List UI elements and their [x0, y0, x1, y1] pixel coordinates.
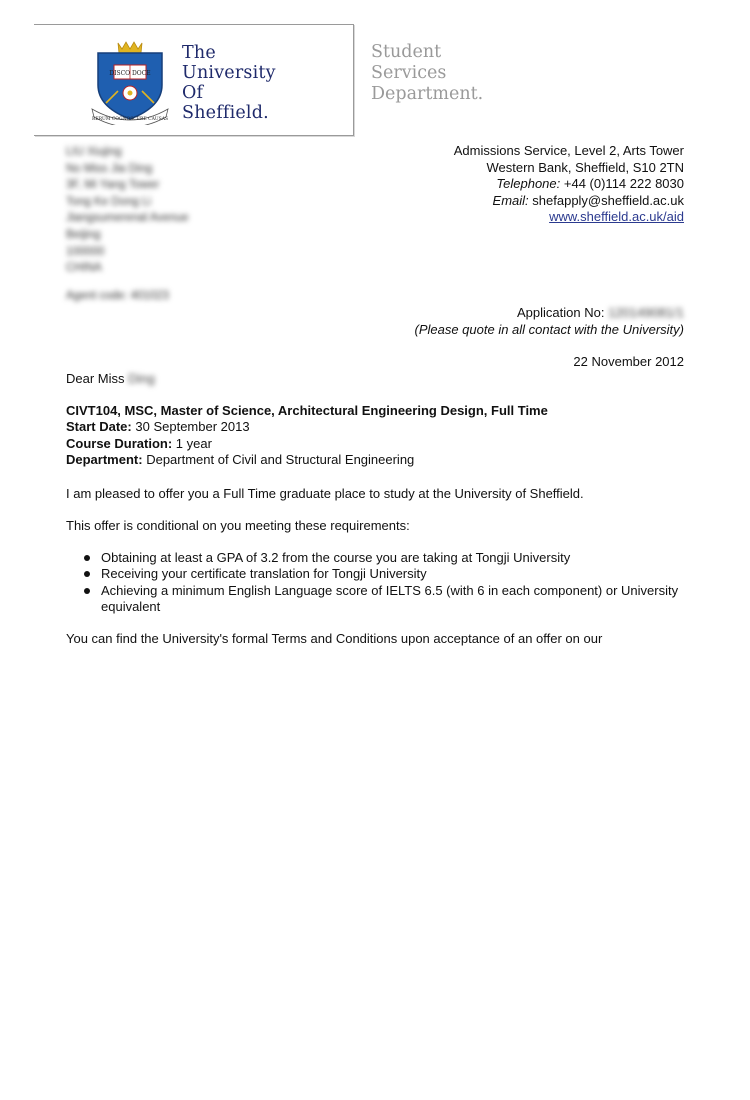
telephone-label: Telephone: [496, 176, 561, 192]
course-duration-value: 1 year [175, 435, 212, 451]
start-date-value: 30 September 2013 [135, 419, 250, 435]
requirement-item: Obtaining at least a GPA of 3.2 from the course you are taking at Tongji University [66, 550, 684, 566]
salutation-name: Ding [128, 371, 155, 386]
department-name-line: Student [371, 42, 442, 62]
department-label: Department: [66, 452, 143, 468]
recipient-address-line: CHINA [66, 262, 102, 275]
terms-paragraph: You can find the University's formal Terms and Conditions upon acceptance of an offer on our [66, 631, 603, 646]
letter-date: 22 November 2012 [573, 354, 684, 369]
requirement-item: Receiving your certificate translation for Tongji University [66, 566, 684, 582]
website-link[interactable]: www.sheffield.ac.uk/aid [549, 209, 684, 225]
sender-telephone [454, 176, 684, 193]
sender-address-line: Admissions Service, Level 2, Arts Tower [453, 143, 684, 158]
course-duration-label: Course Duration: [66, 435, 173, 451]
salutation [66, 371, 684, 387]
university-name-line: Sheffield. [182, 103, 269, 123]
recipient-address-line: Beijing [66, 228, 101, 241]
agent-code: Agent code: 401023 [66, 290, 169, 302]
salutation-prefix: Dear Miss [66, 371, 125, 386]
recipient-address-line: No Miss Jia Ding [66, 162, 153, 175]
application-number-label: Application No: [517, 305, 605, 320]
department-name-line: Department. [371, 84, 484, 104]
requirement-item: Achieving a minimum English Language score of IELTS 6.5 (with 6 in each component) or University equivalent [66, 583, 684, 616]
university-name [182, 43, 276, 123]
offer-paragraph: I am pleased to offer you a Full Time graduate place to study at the University of Sheffield. [66, 486, 584, 501]
department-name-line: Services [371, 63, 447, 83]
start-date-label: Start Date: [66, 419, 132, 435]
email-label: Email: [492, 192, 529, 208]
university-name-line: Of [182, 83, 204, 103]
application-number-note: (Please quote in all contact with the University) [414, 321, 684, 337]
university-name-line: University [182, 63, 276, 83]
sender-email [454, 193, 684, 210]
sender-address-line: Western Bank, Sheffield, S10 2TN [486, 159, 684, 175]
university-name-line: The [182, 43, 216, 63]
crest-motto: DISCO DOCE [109, 70, 151, 77]
course-details [66, 403, 684, 469]
sender-address [454, 143, 684, 226]
course-title: CIVT104, MSC, Master of Science, Architectural Engineering Design, Full Time [66, 403, 548, 418]
university-logo-block [34, 24, 354, 136]
university-crest-icon [88, 39, 172, 125]
requirements-list [66, 550, 684, 616]
email-value: shefapply@sheffield.ac.uk [532, 192, 684, 208]
recipient-address-line: 3F, Mi Yang Tower [66, 179, 160, 192]
recipient-address-line: LIU Xiujing [66, 146, 122, 158]
application-number-block [414, 305, 684, 338]
conditional-paragraph: This offer is conditional on you meeting these requirements: [66, 518, 410, 533]
recipient-address-line: Jiangsumerenal Avenue [66, 212, 189, 225]
recipient-address [66, 144, 189, 277]
recipient-address-line: Tong Ke Dong Li [66, 195, 152, 208]
department-name [371, 42, 483, 105]
application-number-value: 120149081/1 [608, 305, 684, 320]
recipient-address-line: 100000 [66, 245, 105, 258]
crest-ribbon-text: RERUM COGNOSCERE CAUSAS [91, 117, 169, 122]
department-value: Department of Civil and Structural Engineering [146, 452, 415, 468]
telephone-value: +44 (0)114 222 8030 [563, 176, 684, 192]
